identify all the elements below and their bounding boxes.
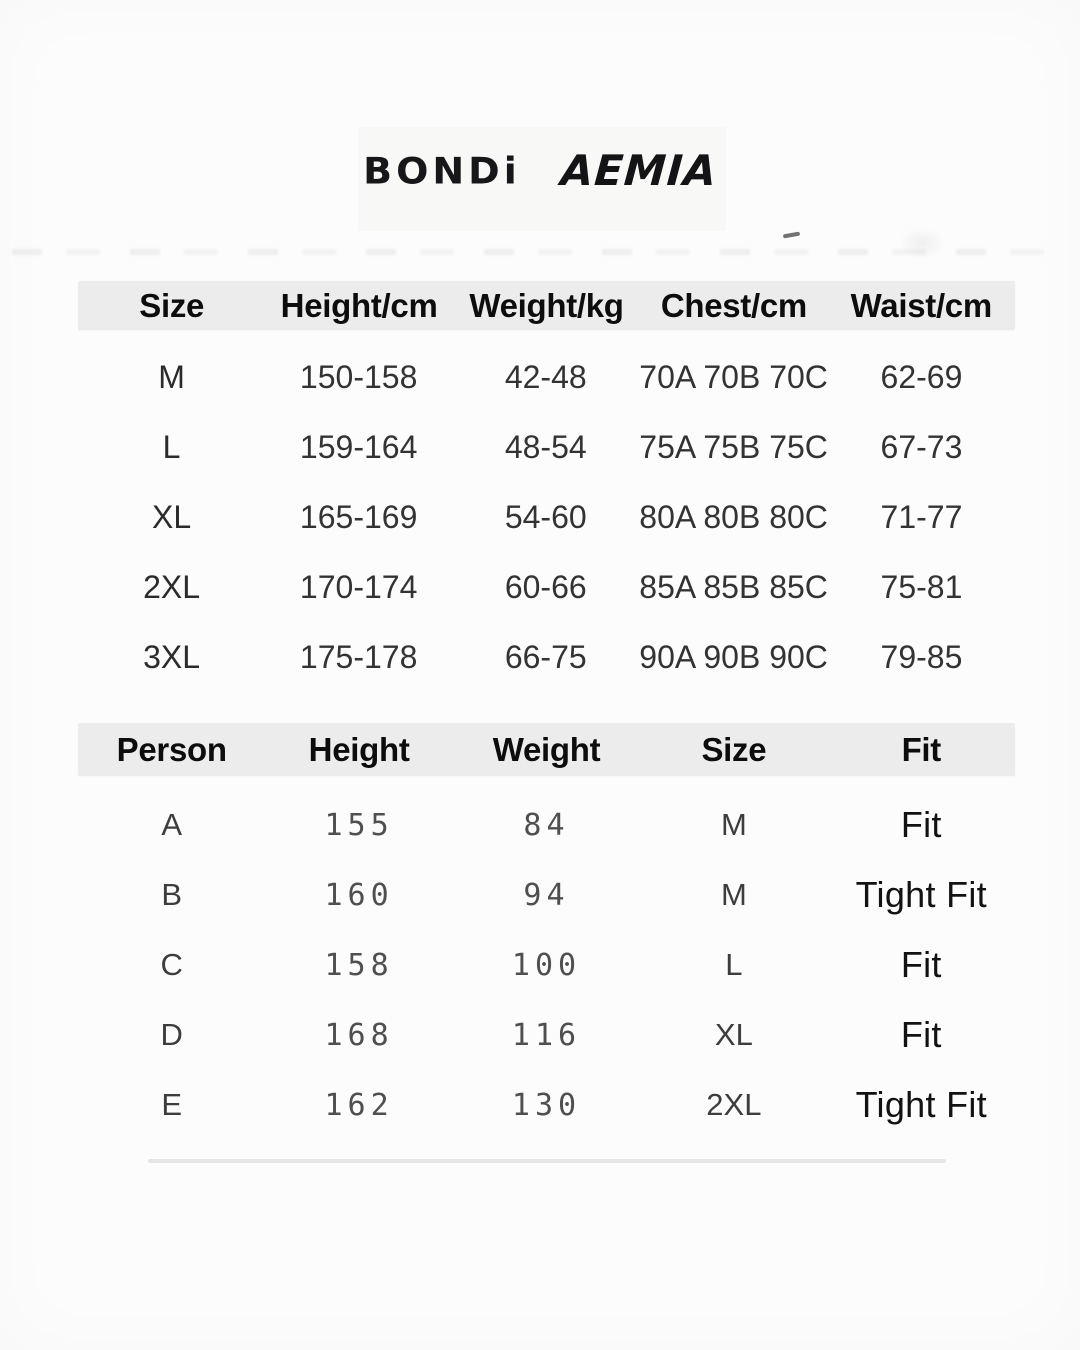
table-cell: 85A 85B 85C [639, 568, 828, 605]
table-cell: 75A 75B 75C [639, 428, 828, 465]
table-cell: XL [151, 498, 192, 535]
table-cell: 3XL [143, 638, 201, 675]
column-header-size: Size [139, 286, 205, 324]
bottom-divider [148, 1159, 946, 1163]
scan-artifact-smudge [898, 226, 946, 260]
table-cell: 67-73 [880, 428, 963, 465]
table-cell: Tight Fit [855, 1084, 987, 1125]
size-table [78, 281, 1015, 692]
table-cell: 162 [324, 1087, 394, 1123]
brand-logo [0, 146, 1080, 195]
table-cell: Tight Fit [855, 874, 987, 915]
table-cell: C [160, 947, 183, 982]
fit-table-body [78, 776, 1015, 1140]
table-cell: 62-69 [880, 358, 963, 395]
table-cell: 170-174 [299, 568, 418, 605]
table-cell: 66-75 [504, 638, 587, 675]
table-cell: 48-54 [504, 428, 587, 465]
column-header-height: Height/cm [280, 286, 438, 324]
column-header-person: Person [116, 730, 227, 768]
table-cell: M [720, 807, 747, 842]
table-cell: 75-81 [880, 568, 963, 605]
table-cell: 70A 70B 70C [639, 358, 828, 395]
table-cell: A [161, 807, 183, 842]
table-row-3xl [78, 622, 1015, 692]
table-cell: 54-60 [504, 498, 587, 535]
table-cell: Fit [900, 804, 942, 845]
table-cell: 80A 80B 80C [639, 498, 828, 535]
column-header-weight: Weight/kg [469, 286, 624, 324]
table-cell: 150-158 [299, 358, 418, 395]
table-cell: 155 [324, 807, 394, 843]
table-cell: B [161, 877, 183, 912]
table-row-person-d [78, 1000, 1015, 1070]
brand-logo-bondi: BONDi [363, 149, 521, 192]
size-table-header-row [78, 281, 1015, 330]
column-header-size-fit: Size [701, 730, 767, 768]
table-cell: 158 [324, 947, 394, 983]
table-row-person-b [78, 860, 1015, 930]
table-cell: 100 [511, 947, 582, 983]
table-cell: 160 [324, 877, 394, 913]
table-row-xl [78, 482, 1015, 552]
fit-reference-table [78, 723, 1015, 1140]
table-cell: L [162, 428, 181, 465]
table-cell: 60-66 [504, 568, 587, 605]
table-cell: 130 [511, 1087, 582, 1123]
brand-logo-aemia: AEMIA [559, 146, 719, 195]
table-cell: D [160, 1017, 183, 1052]
table-row-person-a [78, 790, 1015, 860]
fit-table-header-row [78, 723, 1015, 776]
table-cell: L [725, 947, 743, 982]
table-row-l [78, 412, 1015, 482]
column-header-weight-fit: Weight [492, 730, 601, 768]
size-table-body [78, 330, 1015, 692]
table-cell: 2XL [143, 568, 201, 605]
table-cell: 71-77 [880, 498, 963, 535]
column-header-fit: Fit [901, 730, 941, 768]
table-cell: M [720, 877, 747, 912]
column-header-waist: Waist/cm [850, 286, 992, 324]
table-cell: 165-169 [299, 498, 418, 535]
scan-artifact-tick [783, 232, 800, 239]
column-header-chest: Chest/cm [660, 286, 807, 324]
table-cell: E [161, 1087, 183, 1122]
table-cell: 79-85 [880, 638, 963, 675]
table-cell: 175-178 [299, 638, 418, 675]
table-cell: 90A 90B 90C [639, 638, 828, 675]
table-row-m [78, 342, 1015, 412]
table-cell: 94 [523, 877, 570, 913]
table-cell: 168 [324, 1017, 394, 1053]
column-header-height-fit: Height [308, 730, 410, 768]
table-cell: Fit [900, 944, 942, 985]
table-cell: 42-48 [504, 358, 587, 395]
table-row-person-e [78, 1070, 1015, 1140]
table-cell: 2XL [706, 1087, 762, 1122]
table-cell: 84 [523, 807, 570, 843]
table-cell: 116 [511, 1017, 582, 1053]
table-row-person-c [78, 930, 1015, 1000]
table-cell: Fit [900, 1014, 942, 1055]
table-row-2xl [78, 552, 1015, 622]
table-cell: XL [714, 1017, 753, 1052]
table-cell: M [158, 358, 185, 395]
table-cell: 159-164 [299, 428, 418, 465]
